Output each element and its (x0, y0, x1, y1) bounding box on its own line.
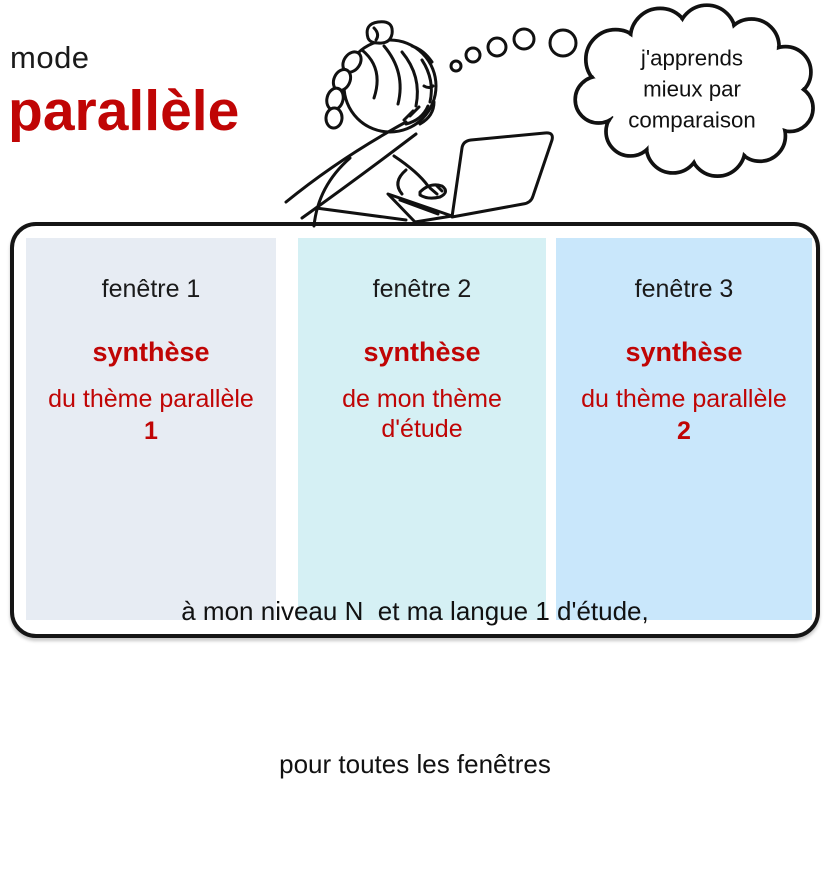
footer-note (14, 484, 816, 892)
theme-text-2 (298, 384, 546, 444)
mode-label: mode (10, 40, 90, 75)
window-label-2: fenêtre 2 (372, 275, 472, 303)
window-label-1: fenêtre 1 (101, 275, 201, 303)
theme-text-3-line: du thème parallèle (581, 385, 787, 413)
synthesis-heading-1: synthèse (92, 337, 210, 367)
theme-text-1-line: du thème parallèle (48, 385, 254, 413)
thought-trail-icon (451, 61, 461, 71)
theme-text-2-line2: d'étude (381, 415, 463, 443)
theme-number-1: 1 (144, 417, 158, 445)
theme-text-2-line1: de mon thème (342, 385, 502, 413)
footer-line-2: pour toutes les fenêtres (279, 749, 551, 779)
thought-line-3: comparaison (628, 107, 756, 133)
synthesis-heading-3: synthèse (625, 337, 743, 367)
page-title: parallèle (8, 79, 240, 143)
thought-bubble (558, 2, 826, 174)
parallel-windows-panel (10, 222, 820, 779)
synthesis-heading-2: synthèse (363, 337, 481, 367)
theme-text-1 (26, 384, 276, 414)
laptop-sketch (452, 133, 552, 217)
footer-line-1: à mon niveau N et ma langue 1 d'étude, (181, 596, 649, 626)
thought-line-2: mieux par (643, 76, 741, 102)
theme-text-3 (556, 384, 812, 414)
thought-line-1: j'apprends (640, 45, 744, 71)
person-at-laptop-illustration (272, 10, 592, 230)
window-label-3: fenêtre 3 (634, 275, 734, 303)
hair-bun-sketch (367, 22, 392, 43)
theme-number-3: 2 (677, 417, 691, 445)
